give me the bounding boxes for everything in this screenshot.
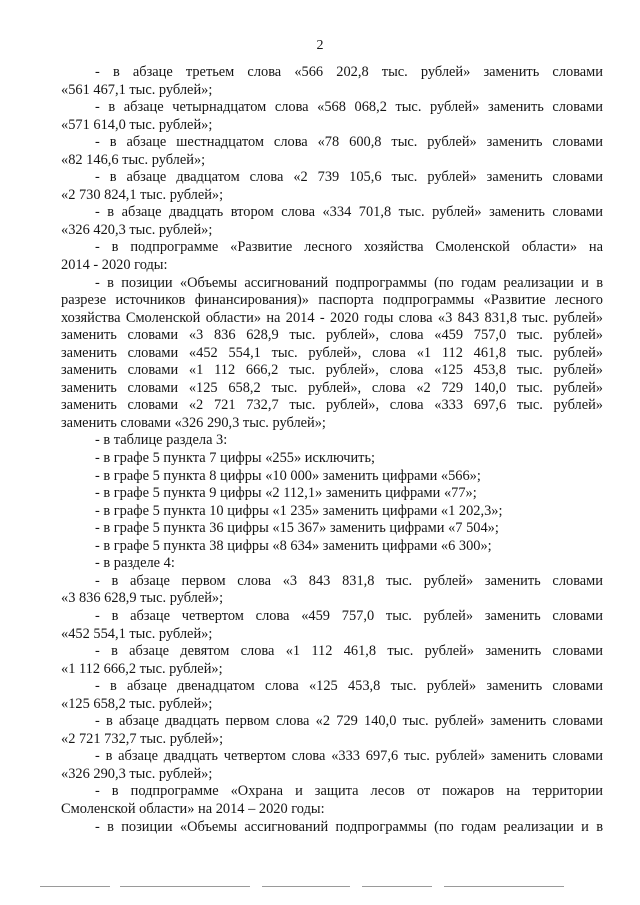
text-line: «125 658,2 тыс. рублей»; <box>61 695 213 712</box>
text-line: - в абзаце двенадцатом слова «125 453,8 тыс. рублей» заменить словами <box>95 678 603 695</box>
scan-artifact-line <box>362 886 432 887</box>
text-line: заменить словами «452 554,1 тыс. рублей», слова «1 112 461,8 тыс. рублей» <box>61 344 603 361</box>
text-line: заменить словами «3 836 628,9 тыс. рублей», слова «459 757,0 тыс. рублей» <box>61 327 603 344</box>
text-line: «326 420,3 тыс. рублей»; <box>61 221 213 238</box>
text-line: «571 614,0 тыс. рублей»; <box>61 116 213 133</box>
page-number: 2 <box>316 38 324 53</box>
text-line: - в абзаце двадцать первом слова «2 729 140,0 тыс. рублей» заменить словами <box>95 713 603 730</box>
text-line: «452 554,1 тыс. рублей»; <box>61 625 213 642</box>
text-line: - в абзаце двадцать втором слова «334 701,8 тыс. рублей» заменить словами <box>95 204 603 221</box>
text-line: - в абзаце двадцать четвертом слова «333 697,6 тыс. рублей» заменить словами <box>95 748 603 765</box>
text-line: - в абзаце первом слова «3 843 831,8 тыс. рублей» заменить словами <box>95 572 603 589</box>
scan-artifact-line <box>444 886 564 887</box>
text-line: «326 290,3 тыс. рублей»; <box>61 765 213 782</box>
text-line: заменить словами «326 290,3 тыс. рублей»; <box>61 414 326 431</box>
text-line: - в абзаце шестнадцатом слова «78 600,8 тыс. рублей» заменить словами <box>95 134 603 151</box>
scan-artifact-line <box>262 886 350 887</box>
text-line: - в графе 5 пункта 36 цифры «15 367» заменить цифрами «7 504»; <box>95 520 499 537</box>
text-line: - в графе 5 пункта 9 цифры «2 112,1» заменить цифрами «77»; <box>95 485 477 502</box>
text-line: - в подпрограмме «Развитие лесного хозяйства Смоленской области» на <box>95 239 603 256</box>
text-line: - в разделе 4: <box>95 555 175 572</box>
text-line: заменить словами «1 112 666,2 тыс. рублей», слова «125 453,8 тыс. рублей» <box>61 362 603 379</box>
scan-artifact-line <box>40 886 110 887</box>
text-line: «2 721 732,7 тыс. рублей»; <box>61 730 224 747</box>
text-line: - в абзаце третьем слова «566 202,8 тыс. рублей» заменить словами <box>95 64 603 80</box>
text-line: - в таблице раздела 3: <box>95 432 228 449</box>
text-line: - в абзаце двадцатом слова «2 739 105,6 тыс. рублей» заменить словами <box>95 169 603 186</box>
text-line: - в подпрограмме «Охрана и защита лесов от пожаров на территории <box>95 783 603 800</box>
text-line: - в графе 5 пункта 10 цифры «1 235» заменить цифрами «1 202,3»; <box>95 502 503 519</box>
text-line: - в позиции «Объемы ассигнований подпрограммы (по годам реализации и в <box>95 818 603 835</box>
text-line: хозяйства Смоленской области» на 2014 - 2020 годы слова «3 843 831,8 тыс. рублей» <box>61 309 603 326</box>
text-line: - в абзаце девятом слова «1 112 461,8 тыс. рублей» заменить словами <box>95 643 603 660</box>
text-line: - в абзаце четвертом слова «459 757,0 тыс. рублей» заменить словами <box>95 607 603 624</box>
text-line: «1 112 666,2 тыс. рублей»; <box>61 660 223 677</box>
text-line: заменить словами «125 658,2 тыс. рублей», слова «2 729 140,0 тыс. рублей» <box>61 379 603 396</box>
text-line: заменить словами «2 721 732,7 тыс. рублей», слова «333 697,6 тыс. рублей» <box>61 397 603 414</box>
scan-artifact-line <box>120 886 250 887</box>
text-line: «3 836 628,9 тыс. рублей»; <box>61 590 224 607</box>
text-line: - в графе 5 пункта 8 цифры «10 000» заменить цифрами «566»; <box>95 467 481 484</box>
text-line: «2 730 824,1 тыс. рублей»; <box>61 186 224 203</box>
document-body <box>61 64 603 836</box>
text-line: - в графе 5 пункта 7 цифры «255» исключить; <box>95 450 376 467</box>
text-line: - в позиции «Объемы ассигнований подпрограммы (по годам реализации и в <box>95 274 603 291</box>
text-line: - в графе 5 пункта 38 цифры «8 634» заменить цифрами «6 300»; <box>95 537 492 554</box>
text-line: «82 146,6 тыс. рублей»; <box>61 151 206 168</box>
text-line: - в абзаце четырнадцатом слова «568 068,2 тыс. рублей» заменить словами <box>95 99 603 116</box>
text-line: разрезе источников финансирования)» паспорта подпрограммы «Развитие лесного <box>61 292 603 309</box>
text-line: «561 467,1 тыс. рублей»; <box>61 81 213 98</box>
text-line: 2014 - 2020 годы: <box>61 257 168 274</box>
text-line: Смоленской области» на 2014 – 2020 годы: <box>61 800 325 817</box>
